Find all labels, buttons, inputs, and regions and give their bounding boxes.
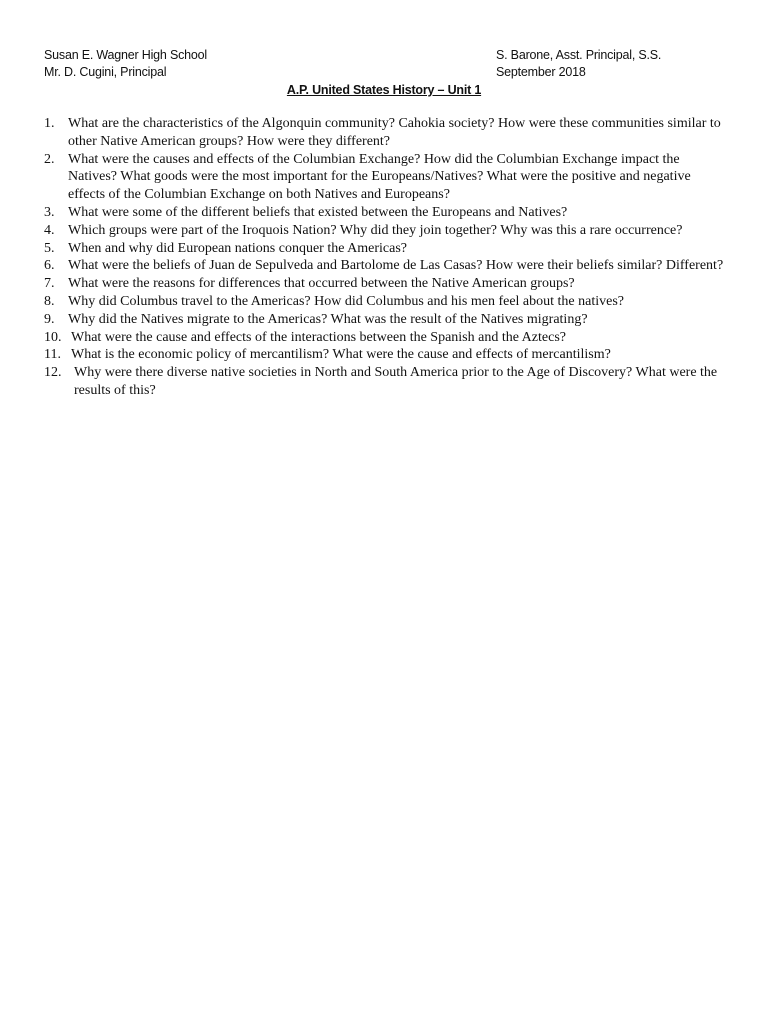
question-number: 10.: [44, 329, 62, 345]
question-text: What is the economic policy of mercantilism? What were the cause and effects of mercantilism?: [71, 347, 611, 363]
question-item: [44, 275, 724, 293]
question-item: [44, 151, 724, 204]
question-number: 8.: [44, 293, 55, 309]
question-item: [44, 204, 724, 222]
principal-name: Mr. D. Cugini, Principal: [44, 65, 167, 79]
question-number: 4.: [44, 222, 55, 238]
question-number: 2.: [44, 151, 55, 167]
question-item: [44, 222, 724, 240]
school-name: Susan E. Wagner High School: [44, 48, 207, 62]
question-item: [44, 240, 724, 258]
question-number: 3.: [44, 204, 55, 220]
document-date: September 2018: [496, 65, 586, 79]
page-title-text: A.P. United States History – Unit 1: [286, 83, 482, 97]
question-number: 7.: [44, 276, 55, 292]
question-number: 6.: [44, 258, 55, 274]
question-text: What were the causes and effects of the Columbian Exchange? How did the Columbian Exchange impact the Natives? What goods were the most important for the Europeans/Natives? What were the positive and negative effects of the Columbian Exchange on both Natives and Europeans?: [68, 151, 691, 203]
question-item: [44, 311, 724, 329]
question-number: 12.: [44, 365, 62, 381]
question-list: [44, 115, 724, 400]
question-number: 1.: [44, 116, 55, 131]
question-text: What are the characteristics of the Algonquin community? Cahokia society? How were these communities similar to other Native American groups? How were they different?: [68, 116, 721, 149]
question-text: Why did the Natives migrate to the Americas? What was the result of the Natives migrating?: [68, 311, 588, 327]
question-number: 9.: [44, 311, 55, 327]
question-text: What were the beliefs of Juan de Sepulveda and Bartolome de Las Casas? How were their beliefs similar? Different?: [68, 258, 724, 274]
question-item: [44, 257, 724, 275]
question-text: Which groups were part of the Iroquois Nation? Why did they join together? Why was this a rare occurrence?: [68, 222, 683, 238]
question-number: 5.: [44, 240, 55, 256]
question-item: [44, 115, 724, 151]
question-text: What were the reasons for differences that occurred between the Native American groups?: [68, 276, 575, 292]
question-text: When and why did European nations conquer the Americas?: [68, 240, 408, 256]
question-item: [44, 364, 724, 400]
question-number: 11.: [44, 347, 61, 363]
question-text: Why did Columbus travel to the Americas? How did Columbus and his men feel about the natives?: [68, 293, 625, 309]
question-item: [44, 293, 724, 311]
question-text: Why were there diverse native societies in North and South America prior to the Age of Discovery? What were the results of this?: [74, 365, 718, 398]
question-text: What were the cause and effects of the interactions between the Spanish and the Aztecs?: [71, 329, 566, 345]
question-item: [44, 346, 724, 364]
header-left: [44, 47, 207, 81]
asst-principal-name: S. Barone, Asst. Principal, S.S.: [496, 48, 662, 62]
header-right: [496, 47, 661, 81]
page-title: [0, 82, 768, 99]
question-text: What were some of the different beliefs that existed between the Europeans and Natives?: [68, 204, 568, 220]
question-item: [44, 329, 724, 347]
